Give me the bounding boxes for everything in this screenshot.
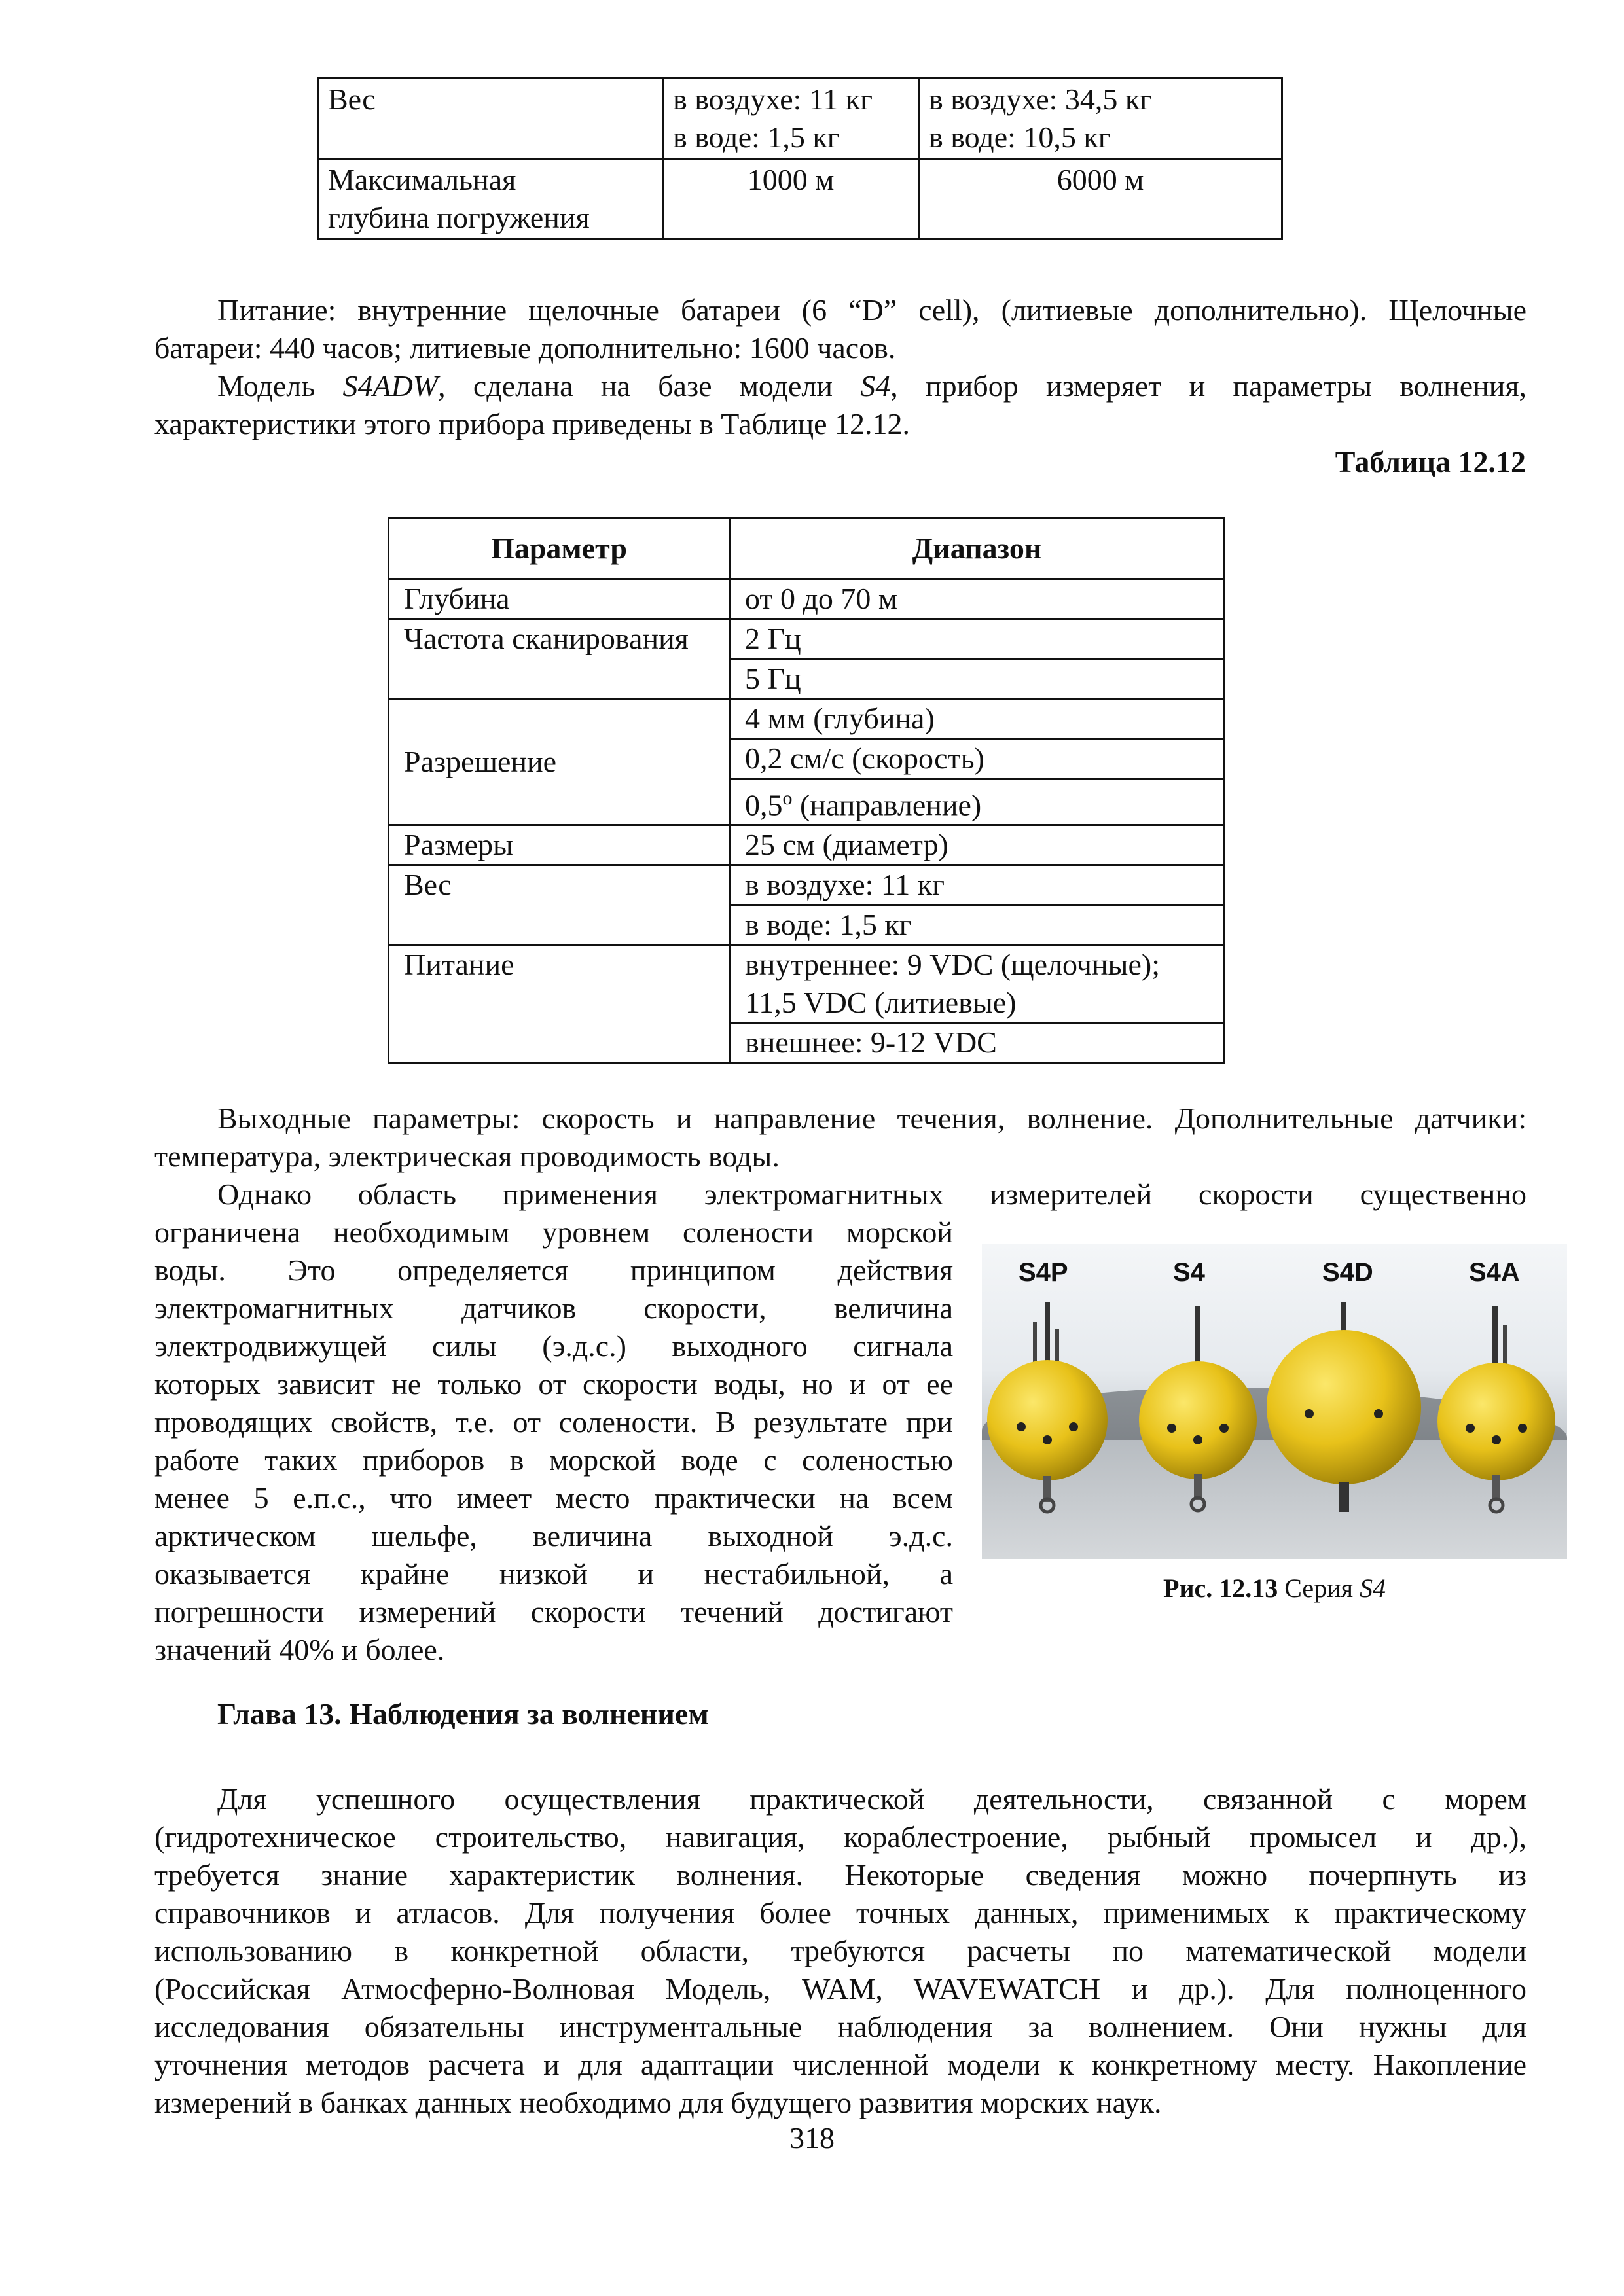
- row-value: 5 Гц: [730, 659, 1225, 699]
- table-row: [389, 619, 1225, 659]
- cell-label: глубина погружения: [328, 201, 590, 234]
- text-span: , прибор измеряет и параметры волнения,: [890, 369, 1527, 403]
- row-value: [730, 779, 1225, 825]
- text-span: Модель: [217, 369, 343, 403]
- buoys-illustration: [982, 1244, 1567, 1559]
- table-cell: [318, 159, 663, 240]
- table-cell: [318, 79, 663, 159]
- table-cell: [663, 159, 919, 240]
- text-line: батареи: 440 часов; литиевые дополнительно: 1600 часов.: [154, 331, 896, 365]
- text-line: Выходные параметры: скорость и направление течения, волнение. Дополнительные датчики:: [217, 1102, 1526, 1135]
- s4-series-photo: [982, 1244, 1567, 1559]
- buoy-s4a: [1437, 1306, 1555, 1512]
- paragraph-however-body: [154, 1213, 953, 1669]
- text-line: внутреннее: 9 VDC (щелочные);: [745, 948, 1160, 982]
- text-line: (гидротехническое строительство, навигация, кораблестроение, рыбный промысел и др.),: [154, 1820, 1526, 1854]
- table-row: [389, 579, 1225, 619]
- row-value: 25 см (диаметр): [730, 825, 1225, 865]
- column-header: Диапазон: [730, 518, 1225, 579]
- cell-value: в воде: 1,5 кг: [673, 120, 840, 154]
- text-line: справочников и атласов. Для получения более точных данных, применимых к практическому: [154, 1896, 1526, 1929]
- degree-sup: о: [782, 787, 793, 809]
- text-line: менее 5 е.п.с., что имеет место практически на всем: [154, 1481, 953, 1515]
- buoy-s4d: [1267, 1302, 1421, 1512]
- text-line: измерений в банках данных необходимо для будущего развития морских наук.: [154, 2086, 1162, 2119]
- cell-value: в воздухе: 34,5 кг: [929, 82, 1153, 116]
- text-span: Серия: [1278, 1573, 1360, 1603]
- paragraph-power: [154, 291, 1526, 367]
- row-label: Питание: [389, 945, 730, 1063]
- buoy-s4p: [987, 1302, 1108, 1512]
- table-row: [389, 699, 1225, 739]
- row-value: внешнее: 9-12 VDC: [730, 1023, 1225, 1063]
- text-line: (Российская Атмосферно-Волновая Модель, WAM, WAVEWATCH и др.). Для полноценного: [154, 1972, 1526, 2005]
- figure-caption: [982, 1572, 1567, 1605]
- page-number: 318: [789, 2121, 835, 2155]
- cell-value: в воздухе: 11 кг: [673, 82, 873, 116]
- buoy-label: S4D: [1322, 1258, 1373, 1287]
- row-value: [730, 945, 1225, 1023]
- text-span: 0,5: [745, 788, 783, 822]
- paragraph-model: [154, 367, 1526, 443]
- row-value: 2 Гц: [730, 619, 1225, 659]
- buoy-label: S4A: [1469, 1258, 1520, 1287]
- text-line: использованию в конкретной области, требуются расчеты по математической модели: [154, 1934, 1526, 1967]
- row-value: от 0 до 70 м: [730, 579, 1225, 619]
- chapter-heading: Глава 13. Наблюдения за волнением: [217, 1697, 709, 1731]
- table-caption: Таблица 12.12: [1335, 445, 1526, 478]
- weight-depth-table: [317, 77, 1283, 240]
- buoy-label: S4P: [1019, 1258, 1068, 1287]
- buoy-s4: [1139, 1306, 1257, 1511]
- text-line: оказывается крайне низкой и нестабильной, а: [154, 1557, 953, 1590]
- text-line: работе таких приборов в морской воде с соленостью: [154, 1443, 953, 1477]
- cell-label: Максимальная: [328, 163, 516, 196]
- row-value: 4 мм (глубина): [730, 699, 1225, 739]
- figure-number: Рис. 12.13: [1163, 1573, 1278, 1603]
- text-span: , сделана на базе модели: [438, 369, 861, 403]
- text-line: ограничена необходимым уровнем солености морской: [154, 1215, 953, 1249]
- table-row: [389, 945, 1225, 1023]
- paragraph-however: [154, 1175, 1526, 1213]
- text-line: температура, электрическая проводимость воды.: [154, 1139, 780, 1173]
- cell-label: Вес: [328, 82, 376, 116]
- text-line: Питание: внутренние щелочные батареи (6 “D” cell), (литиевые дополнительно). Щелочные: [217, 293, 1526, 327]
- text-line: уточнения методов расчета и для адаптации численной модели к конкретному месту. Накопление: [154, 2048, 1526, 2081]
- row-value: 0,2 см/с (скорость): [730, 739, 1225, 779]
- text-line: [154, 367, 1526, 405]
- series-name: S4: [1359, 1573, 1386, 1603]
- model-name: S4ADW: [342, 369, 439, 403]
- row-label: Разрешение: [389, 699, 730, 825]
- paragraph-chapter: [154, 1780, 1526, 2122]
- buoy-label: S4: [1173, 1258, 1205, 1287]
- text-line: Для успешного осуществления практической деятельности, связанной с морем: [217, 1782, 1526, 1816]
- text-line: арктическом шельфе, величина выходной э.д.с.: [154, 1519, 953, 1552]
- table-row: [318, 159, 1282, 240]
- row-label: Вес: [389, 865, 730, 945]
- text-line: которых зависит не только от скорости воды, но и от ее: [154, 1367, 953, 1401]
- text-line: электродвижущей силы (э.д.с.) выходного сигнала: [154, 1329, 953, 1363]
- text-line: электромагнитных датчиков скорости, величина: [154, 1291, 953, 1325]
- text-line: характеристики этого прибора приведены в Таблице 12.12.: [154, 407, 911, 440]
- cell-value: 6000 м: [1056, 163, 1144, 196]
- text-line: проводящих свойств, т.е. от солености. В результате при: [154, 1405, 953, 1439]
- text-line: исследования обязательны инструментальные наблюдения за волнением. Они нужны для: [154, 2010, 1526, 2043]
- paragraph-output: [154, 1100, 1526, 1175]
- text-line: воды. Это определяется принципом действия: [154, 1253, 953, 1287]
- row-label: Размеры: [389, 825, 730, 865]
- text-line: требуется знание характеристик волнения. Некоторые сведения можно почерпнуть из: [154, 1858, 1526, 1892]
- text-line: Однако область применения электромагнитных измерителей скорости существенно: [217, 1177, 1526, 1211]
- text-span: (направление): [792, 788, 982, 822]
- table-cell: [919, 79, 1282, 159]
- row-label: Частота сканирования: [389, 619, 730, 699]
- table-row: [318, 79, 1282, 159]
- table-cell: [663, 79, 919, 159]
- table-row: [389, 825, 1225, 865]
- cell-value: в воде: 10,5 кг: [929, 120, 1111, 154]
- table-cell: [919, 159, 1282, 240]
- model-name: S4: [860, 369, 891, 403]
- cell-value: 1000 м: [747, 163, 835, 196]
- column-header: Параметр: [389, 518, 730, 579]
- row-value: в воздухе: 11 кг: [730, 865, 1225, 905]
- row-value: в воде: 1,5 кг: [730, 905, 1225, 945]
- text-line: 11,5 VDC (литиевые): [745, 986, 1017, 1020]
- table-header-row: [389, 518, 1225, 579]
- spec-table: [388, 517, 1225, 1064]
- row-label: Глубина: [389, 579, 730, 619]
- text-line: значений 40% и более.: [154, 1633, 445, 1666]
- table-row: [389, 865, 1225, 905]
- text-line: погрешности измерений скорости течений достигают: [154, 1595, 953, 1628]
